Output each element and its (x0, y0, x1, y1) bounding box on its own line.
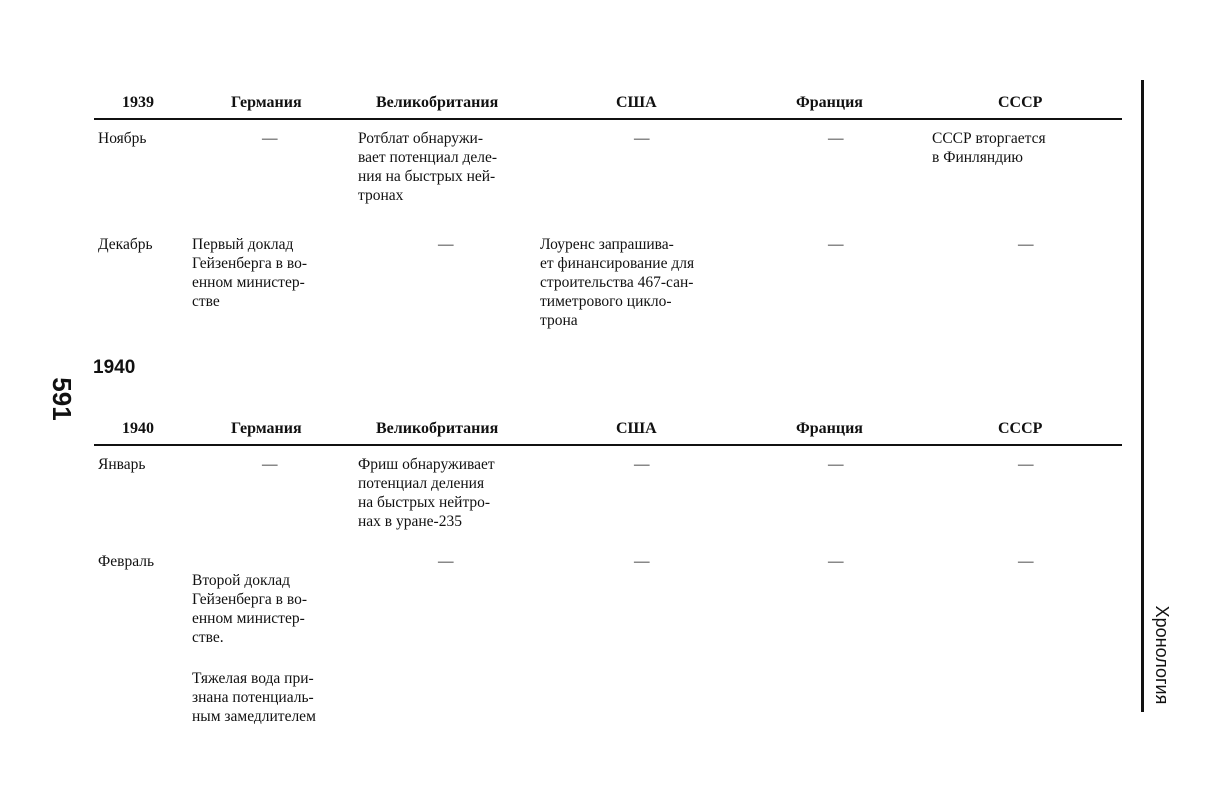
usa-cell: Лоуренс запрашива- ет финансирование для строительства 467-сан- тиметрового цикло- трона (540, 236, 695, 329)
usa-cell: — (634, 130, 650, 147)
header-france: Франция (796, 94, 863, 111)
ussr-cell: — (1018, 553, 1034, 570)
ussr-cell: — (1018, 456, 1034, 473)
germany-cell: — (262, 456, 278, 473)
header-germany: Германия (231, 94, 302, 111)
usa-cell: — (634, 553, 650, 570)
running-head: Хронология (1152, 605, 1172, 705)
month-cell: Ноябрь (98, 130, 147, 147)
usa-cell: — (634, 456, 650, 473)
header-ussr: СССР (998, 94, 1043, 111)
germany-entry-heavy-water: Тяжелая вода при- знана потенциаль- ным замедлителем (192, 670, 316, 725)
month-cell: Февраль (98, 553, 155, 570)
header-ussr: СССР (998, 420, 1043, 437)
header-france: Франция (796, 420, 863, 437)
header-britain: Великобритания (376, 94, 499, 111)
france-cell: — (828, 236, 844, 253)
section-heading-1940: 1940 (93, 357, 136, 378)
table-header (94, 414, 1122, 446)
header-britain: Великобритания (376, 420, 499, 437)
header-year: 1940 (122, 420, 154, 437)
ussr-cell: СССР вторгается в Финляндию (932, 130, 1046, 166)
page-number: 591 (47, 377, 77, 421)
header-year: 1939 (122, 94, 154, 111)
header-usa: США (616, 94, 657, 111)
france-cell: — (828, 130, 844, 147)
margin-rule (1141, 80, 1144, 712)
germany-cell: — (262, 130, 278, 147)
month-cell: Декабрь (98, 236, 153, 253)
britain-cell: — (438, 553, 454, 570)
germany-entry-report: Второй доклад Гейзенберга в во- енном министер- стве. (192, 572, 307, 646)
table-header (94, 88, 1122, 120)
france-cell: — (828, 456, 844, 473)
header-usa: США (616, 420, 657, 437)
germany-cell: Первый доклад Гейзенберга в во- енном министер- стве (192, 236, 307, 310)
ussr-cell: — (1018, 236, 1034, 253)
germany-cell (192, 552, 352, 745)
month-cell: Январь (98, 456, 146, 473)
header-germany: Германия (231, 420, 302, 437)
britain-cell: — (438, 236, 454, 253)
britain-cell: Фриш обнаруживает потенциал деления на быстрых нейтро- нах в уране-235 (358, 456, 495, 530)
britain-cell: Ротблат обнаружи- вает потенциал деле- ния на быстрых ней- тронах (358, 130, 498, 204)
france-cell: — (828, 553, 844, 570)
